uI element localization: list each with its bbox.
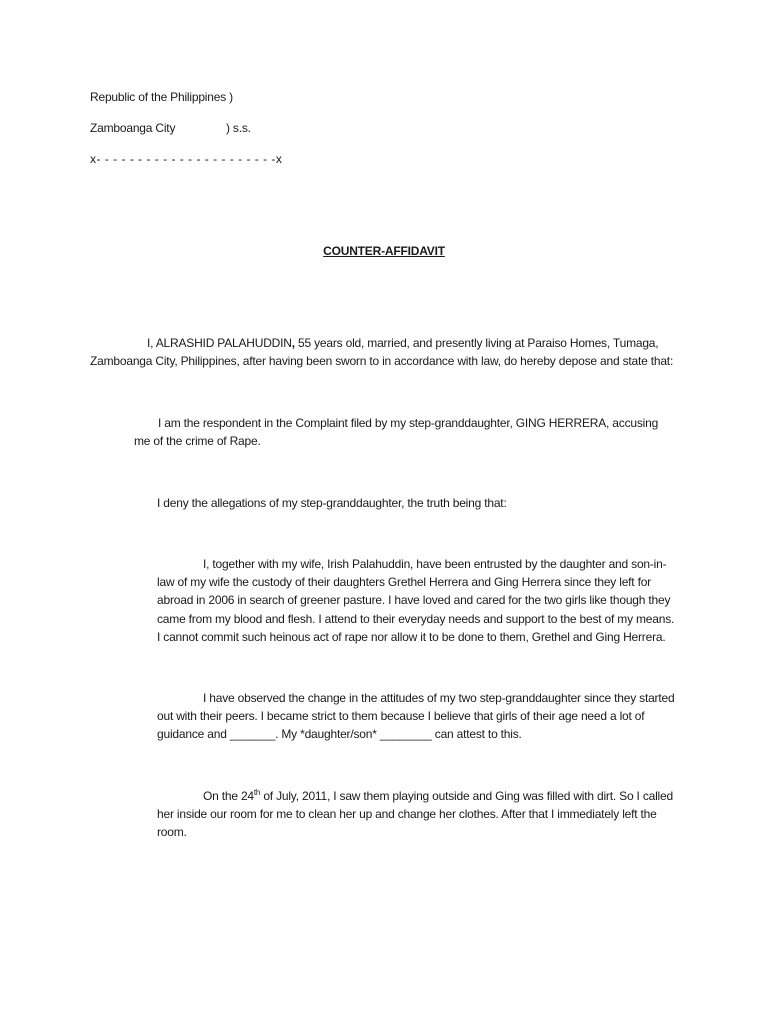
caption-ss: ) s.s. [226, 121, 251, 135]
paragraph-2: I deny the allegations of my step-granddaughter, the truth being that: [157, 496, 507, 510]
intro-paragraph [90, 334, 680, 370]
paragraph-1: I am the respondent in the Complaint filed by my step-granddaughter, GING HERRERA, accusing me of the crime of Rape. [134, 416, 659, 449]
date-suffix: th [253, 788, 261, 797]
caption-city: Zamboanga City [90, 121, 176, 135]
affiant-comma: , [291, 336, 295, 350]
document-title: COUNTER-AFFIDAVIT [323, 244, 445, 258]
paragraph-5-rest: of July, 2011, I saw them playing outside and Ging was filled with dirt. So I called her inside our room for me to clean her up and change her clothes. After that I immediately left the room. [157, 789, 673, 840]
affiant-name: I, ALRASHID PALAHUDDIN [147, 336, 292, 350]
caption-republic: Republic of the Philippines ) [90, 90, 233, 104]
intro-rest: 55 years old, married, and presently living at Paraiso Homes, Tumaga, Zamboanga City, Philippines, after having been sworn to in accordance with law, do hereby depose and state that: [90, 336, 674, 369]
paragraph-4: I have observed the change in the attitudes of my two step-granddaughter since they started out with their peers. I became strict to them because I believe that girls of their age need a lot of guidance and _______. My *daughter/son* ________ can attest to this. [157, 691, 675, 742]
paragraph-5 [157, 787, 677, 842]
date-prefix: On the 24 [203, 789, 254, 803]
caption-separator: x- - - - - - - - - - - - - - - - - - - - - -x [90, 152, 283, 166]
paragraph-3: I, together with my wife, Irish Palahuddin, have been entrusted by the daughter and son-in-law of my wife the custody of their daughters Grethel Herrera and Ging Herrera since they left for abroad in 2006 in search of greener pasture. I have loved and cared for the two girls like though they came from my blood and flesh. I attend to their everyday needs and support to the best of my means. I cannot commit such heinous act of rape nor allow it to be done to them, Grethel and Ging Herrera. [157, 557, 675, 644]
